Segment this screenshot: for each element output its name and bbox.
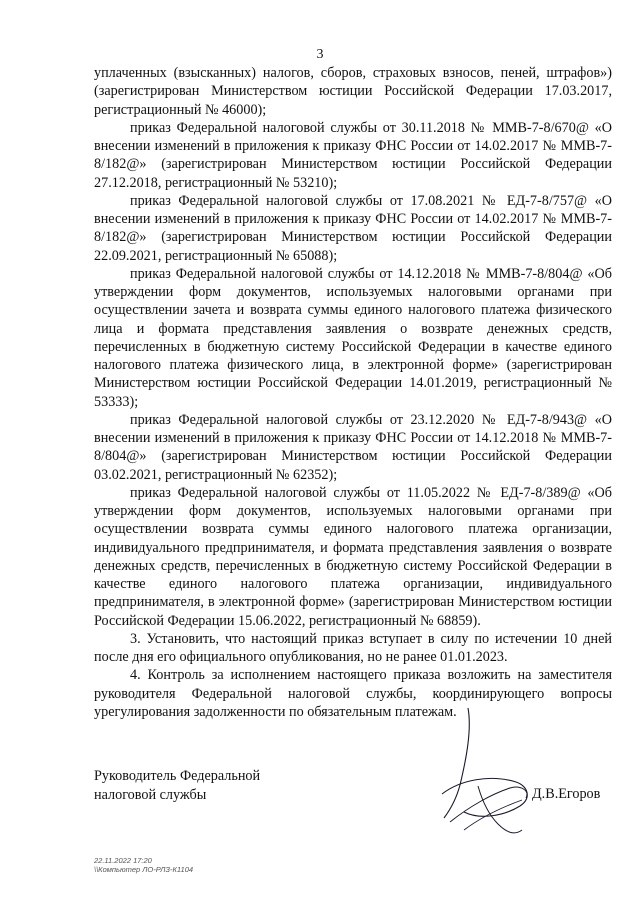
signatory-title <box>94 767 260 805</box>
paragraph: приказ Федеральной налоговой службы от 23.12.2020 № ЕД-7-8/943@ «О внесении изменений в приложения к приказу ФНС России от 14.12.2018 № ММВ-7-8/804@» (зарегистрирован Министерством юстиции Российской Федерации 03.02.2021, регистрационный № 62352); <box>94 411 612 483</box>
signatory-title-line2: налоговой службы <box>94 787 207 803</box>
print-footer <box>94 856 193 874</box>
signatory-title-line1: Руководитель Федеральной <box>94 768 261 784</box>
signatory-name: Д.В.Егоров <box>532 786 601 802</box>
page-number: 3 <box>316 47 324 62</box>
footer-workstation: \\Компьютер ЛО-РЛЗ-К1104 <box>94 865 194 874</box>
document-body <box>94 64 612 721</box>
paragraph: приказ Федеральной налоговой службы от 17.08.2021 № ЕД-7-8/757@ «О внесении изменений в приложения к приказу ФНС России от 14.02.2017 № ММВ-7-8/182@» (зарегистрирован Министерством юстиции Российской Федерации 22.09.2021, регистрационный № 65088); <box>94 192 612 264</box>
footer-timestamp: 22.11.2022 17:20 <box>94 856 152 865</box>
paragraph: 4. Контроль за исполнением настоящего приказа возложить на заместителя руководителя Федеральной налоговой службы, координирующего вопросы урегулирования задолженности по обязательным платежам. <box>94 667 612 720</box>
paragraph: приказ Федеральной налоговой службы от 11.05.2022 № ЕД-7-8/389@ «Об утверждении форм документов, используемых налоговыми органами при осуществлении возврата суммы единого налогового платежа организации, индивидуального предпринимателя, и формата представления заявления о возврате денежных средств, перечисленных в бюджетную систему Российской Федерации в качестве единого налогового платежа организации, индивидуального предпринимателя, в электронной форме» (зарегистрирован Министерством юстиции Российской Федерации 15.06.2022, регистрационный № 68859). <box>94 484 612 629</box>
paragraph: приказ Федеральной налоговой службы от 14.12.2018 № ММВ-7-8/804@ «Об утверждении форм документов, используемых налоговыми органами при осуществлении зачета и возврата суммы единого налогового платежа физического лица и формата представления заявления о возврате денежных средств, перечисленных в бюджетную систему Российской Федерации в качестве единого налогового платежа физического лица, в электронной форме» (зарегистрирован Министерством юстиции Российской Федерации 14.01.2019, регистрационный № 53333); <box>94 265 612 410</box>
paragraph: приказ Федеральной налоговой службы от 30.11.2018 № ММВ-7-8/670@ «О внесении изменений в приложения к приказу ФНС России от 14.02.2017 № ММВ-7-8/182@» (зарегистрирован Министерством юстиции Российской Федерации 27.12.2018, регистрационный № 53210); <box>94 119 612 191</box>
handwritten-signature <box>420 690 560 850</box>
paragraph: уплаченных (взысканных) налогов, сборов, страховых взносов, пеней, штрафов») (зарегистрирован Министерством юстиции Российской Федерации 17.03.2017, регистрационный № 46000); <box>94 65 612 118</box>
paragraph: 3. Установить, что настоящий приказ вступает в силу по истечении 10 дней после дня его официального опубликования, но не ранее 01.01.2023. <box>94 630 612 665</box>
